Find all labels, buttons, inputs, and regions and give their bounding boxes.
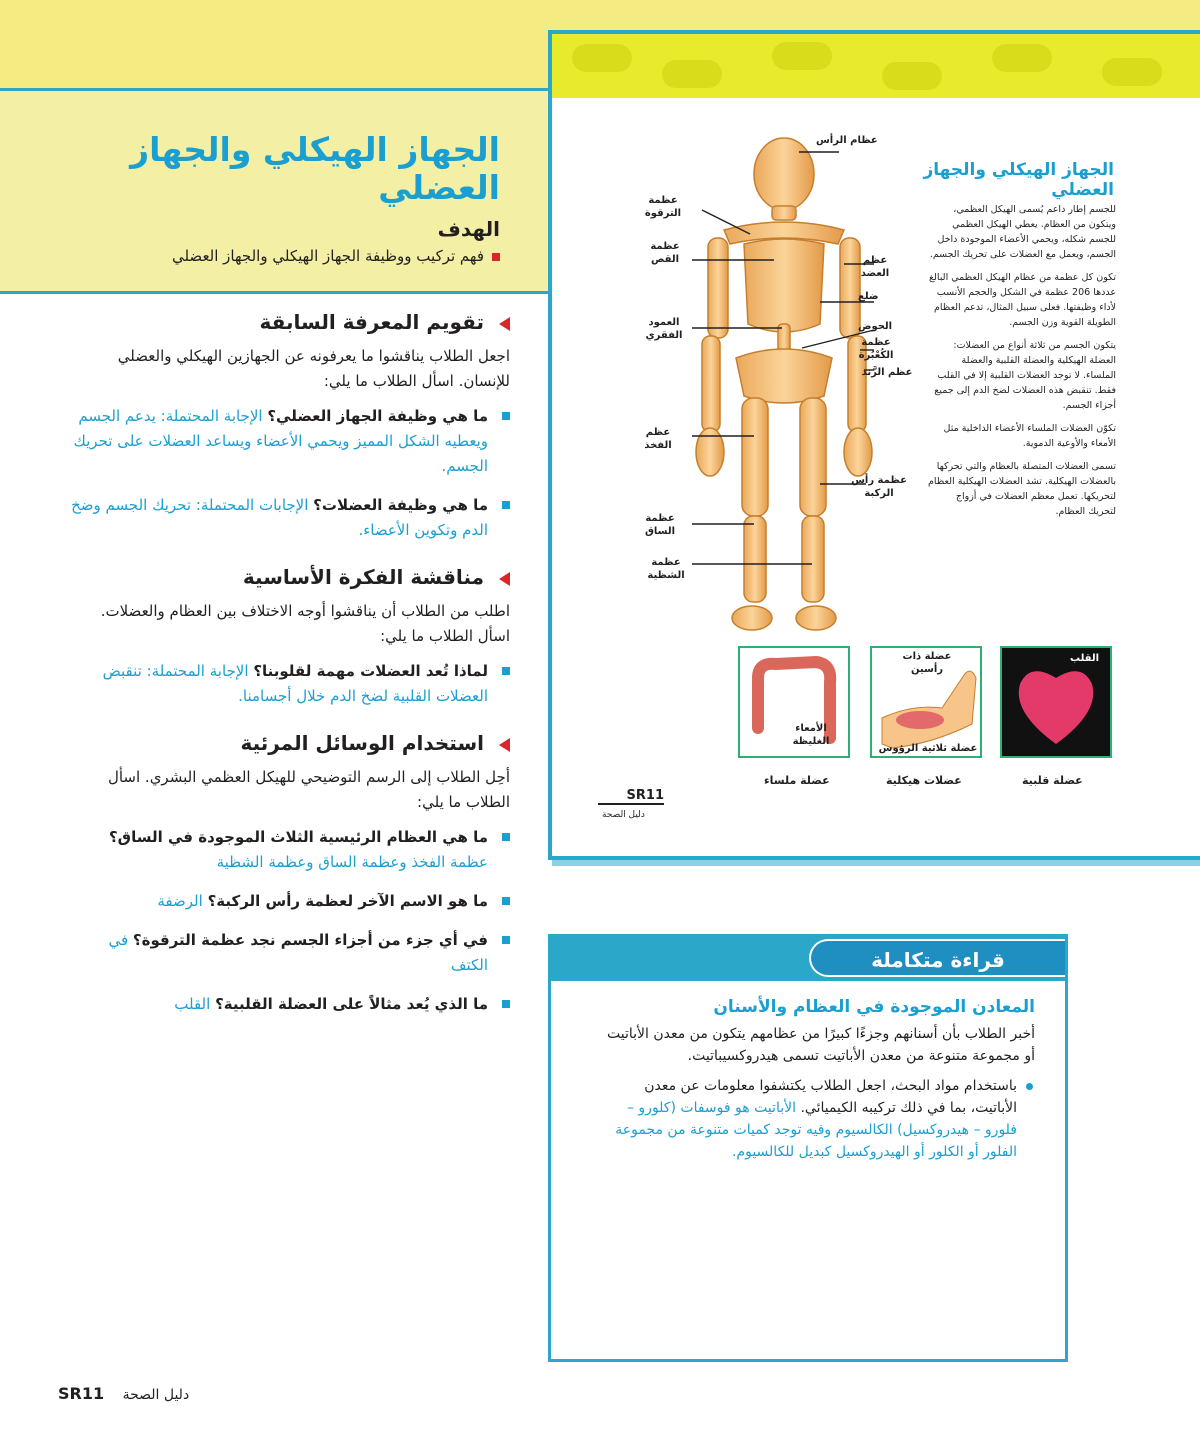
book-page-sub: دليل الصحة xyxy=(602,810,645,820)
book-paragraph: يتكون الجسم من ثلاثة أنواع من العضلات: العضلة الهيكلية والعضلة القلبية والعضلة الملساء. لا توجد العضلات القلبية إلا في القلب فقط. تنقبض هذه العضلات لضخ الدم إلى جميع أجزاء الجسم. xyxy=(934,340,1116,411)
label-ulna: عظم الزَّند xyxy=(861,367,913,378)
answer-text: في الكتف xyxy=(108,931,488,974)
question-item xyxy=(70,404,510,479)
reading-header xyxy=(551,937,1065,981)
question-text: في أي جزء من أجزاء الجسم نجد عظمة الترقوة؟ xyxy=(132,931,488,949)
footer-label: دليل الصحة xyxy=(122,1387,190,1403)
book-paragraph: تسمى العضلات المتصلة بالعظام والتي تحركها بالعضلات الهيكلية. تشد العضلات الهيكلية العظام لتحريكها. تعمل معظم العضلات في أزواج لتحريك العظام. xyxy=(927,461,1116,517)
label-pelvis: الحوض xyxy=(858,321,893,332)
section-heading-text: استخدام الوسائل المرئية xyxy=(240,731,484,755)
label-patella: عظمة رأس الركبة xyxy=(851,475,907,499)
blue-square-bullet-icon xyxy=(502,667,510,675)
answer-text: الإجابة المحتملة: تنقبض العضلات القلبية لضخ الدم خلال أجسامنا. xyxy=(102,662,488,705)
reading-title: المعادن الموجودة في العظام والأسنان xyxy=(713,997,1035,1017)
title-panel xyxy=(0,88,548,294)
book-paragraph: تكوّن العضلات الملساء الأعضاء الداخلية مثل الأمعاء والأوعية الدموية. xyxy=(943,423,1116,449)
answer-text: الإجابات المحتملة: تحريك الجسم وضخ الدم وتكوين الأعضاء. xyxy=(71,496,488,539)
reading-body xyxy=(595,1023,1035,1163)
book-paragraph: للجسم إطار داعم يُسمى الهيكل العظمي، ويتكون من العظام. يعطي الهيكل العظمي للجسم شكله، ويحمي الأعضاء الموجودة داخل الجسم، ويعمل مع العضلات على تحريك الجسم. xyxy=(929,204,1116,260)
blue-square-bullet-icon xyxy=(502,897,510,905)
label-femur: عظم الفخذ xyxy=(644,427,672,451)
blue-dot-icon xyxy=(1026,1083,1033,1090)
reading-intro: أخبر الطلاب بأن أسنانهم وجزءًا كبيرًا من عظامهم يتكون من معدن الأباتيت أو مجموعة متنوعة من معدن الأباتيت تسمى هيدروكسيباتيت. xyxy=(606,1026,1035,1064)
red-square-bullet-icon xyxy=(492,253,500,261)
thumb-smooth-muscle xyxy=(738,646,850,758)
blue-square-bullet-icon xyxy=(502,833,510,841)
blue-square-bullet-icon xyxy=(502,412,510,420)
integrated-reading-box xyxy=(548,934,1068,1362)
section-heading-text: تقويم المعرفة السابقة xyxy=(259,310,484,334)
answer-text: القلب xyxy=(174,995,211,1013)
question-text: لماذا تُعد العضلات مهمة لقلوبنا؟ xyxy=(253,662,488,680)
label-tibia: عظمة الساق xyxy=(644,513,676,537)
objective-text-value: فهم تركيب ووظيفة الجهاز الهيكلي والجهاز العضلي xyxy=(171,247,484,265)
label-skull: عظام الرأس xyxy=(816,135,878,146)
objective-text xyxy=(172,247,500,265)
student-book-page xyxy=(548,30,1200,860)
section-paragraph: أحِل الطلاب إلى الرسم التوضيحي للهيكل العظمي البشري. اسأل الطلاب ما يلي: xyxy=(107,768,510,811)
caption-cardiac-muscle: عضلة قلبية xyxy=(1022,774,1083,787)
question-item xyxy=(70,928,510,978)
answer-text: الرضفة xyxy=(157,892,203,910)
blue-square-bullet-icon xyxy=(502,501,510,509)
caption-skeletal-muscle: عضلات هيكلية xyxy=(886,774,962,787)
red-triangle-icon xyxy=(499,738,510,752)
section-paragraph: اطلب من الطلاب أن يناقشوا أوجه الاختلاف بين العظام والعضلات. اسأل الطلاب ما يلي: xyxy=(100,602,510,645)
book-title: الجهاز الهيكلي والجهاز العضلي xyxy=(923,160,1114,200)
label-sternum: عظمة القص xyxy=(650,241,680,265)
thumb-skeletal-muscle xyxy=(870,646,982,758)
book-paragraph: تكون كل عظمة من عظام الهيكل العظمي البالغ عددها 206 عظمة في الشكل والحجم الأنسب لأداء وظيفتها. فعلى سبيل المثال، تدعم العظام الطويلة القوية وزن الجسم. xyxy=(928,272,1116,328)
page-footer xyxy=(58,1384,189,1403)
section-heading xyxy=(70,565,510,589)
objective-heading: الهدف xyxy=(437,217,500,241)
reading-tab: قراءة متكاملة xyxy=(809,939,1065,977)
question-text: ما هو الاسم الآخر لعظمة رأس الركبة؟ xyxy=(207,892,488,910)
question-text: ما هي وظيفة العضلات؟ xyxy=(313,496,488,514)
blue-square-bullet-icon xyxy=(502,936,510,944)
section-heading-text: مناقشة الفكرة الأساسية xyxy=(242,565,484,589)
question-item xyxy=(70,493,510,543)
question-item xyxy=(70,825,510,875)
label-humerus: عظم العضد xyxy=(860,255,890,279)
label-rib: ضلع xyxy=(858,291,879,302)
question-text: ما الذي يُعد مثالاً على العضلة القلبية؟ xyxy=(215,995,488,1013)
reading-bullet-answer: الأباتيت هو فوسفات (كلورو – فلورو – هيدروكسيل) الكالسيوم وفيه توجد كميات متنوعة من مجموعة الفلور أو الكلور أو الهيدروكسيل كبديل للكالسيوم. xyxy=(615,1100,1017,1160)
question-item xyxy=(70,659,510,709)
blue-square-bullet-icon xyxy=(502,1000,510,1008)
question-item xyxy=(70,889,510,914)
reading-bullet-text: باستخدام مواد البحث، اجعل الطلاب يكتشفوا معلومات عن معدن الأباتيت، بما في ذلك تركيبه الكيميائي. xyxy=(644,1078,1017,1116)
section-heading xyxy=(70,310,510,334)
label-spine: العمود الفقري xyxy=(645,317,683,341)
thumb-inner-label: عضلة ذات رأسين xyxy=(902,651,952,675)
answer-text: عظمة الفخذ وعظمة الساق وعظمة الشظية xyxy=(216,853,488,871)
reading-bullet xyxy=(595,1075,1035,1163)
label-radius: عظمة الكُعْبُرة xyxy=(858,337,894,361)
section-heading xyxy=(70,731,510,755)
question-text: ما هي العظام الرئيسية الثلاث الموجودة في الساق؟ xyxy=(108,828,488,846)
thumb-cardiac-muscle xyxy=(1000,646,1112,758)
thumb-inner-label-2: عضلة ثلاثية الرؤوس xyxy=(878,743,978,754)
red-triangle-icon xyxy=(499,317,510,331)
thumb-inner-label: القلب xyxy=(1070,653,1100,664)
section-paragraph: اجعل الطلاب يناقشوا ما يعرفونه عن الجهازين الهيكلي والعضلي للإنسان. اسأل الطلاب ما يلي: xyxy=(117,347,510,390)
label-clavicle: عظمة الترقوة xyxy=(644,195,682,219)
caption-smooth-muscle: عضلة ملساء xyxy=(764,774,830,787)
page-title: الجهاز الهيكلي والجهاز العضلي xyxy=(130,130,500,207)
teacher-notes xyxy=(70,310,510,1031)
footer-page-code: SR11 xyxy=(58,1384,105,1403)
book-page-code: SR11 xyxy=(598,788,664,805)
label-fibula: عظمة الشظية xyxy=(647,557,685,581)
question-text: ما هي وظيفة الجهاز العضلي؟ xyxy=(267,407,488,425)
red-triangle-icon xyxy=(499,572,510,586)
answer-text: الإجابة المحتملة: يدعم الجسم ويعطيه الشكل المميز ويحمي الأعضاء ويساعد العضلات على تحريك الجسم. xyxy=(73,407,488,475)
thumb-inner-label: الأمعاء الغليظة xyxy=(792,723,830,747)
question-item xyxy=(70,992,510,1017)
book-header-band xyxy=(552,34,1200,98)
